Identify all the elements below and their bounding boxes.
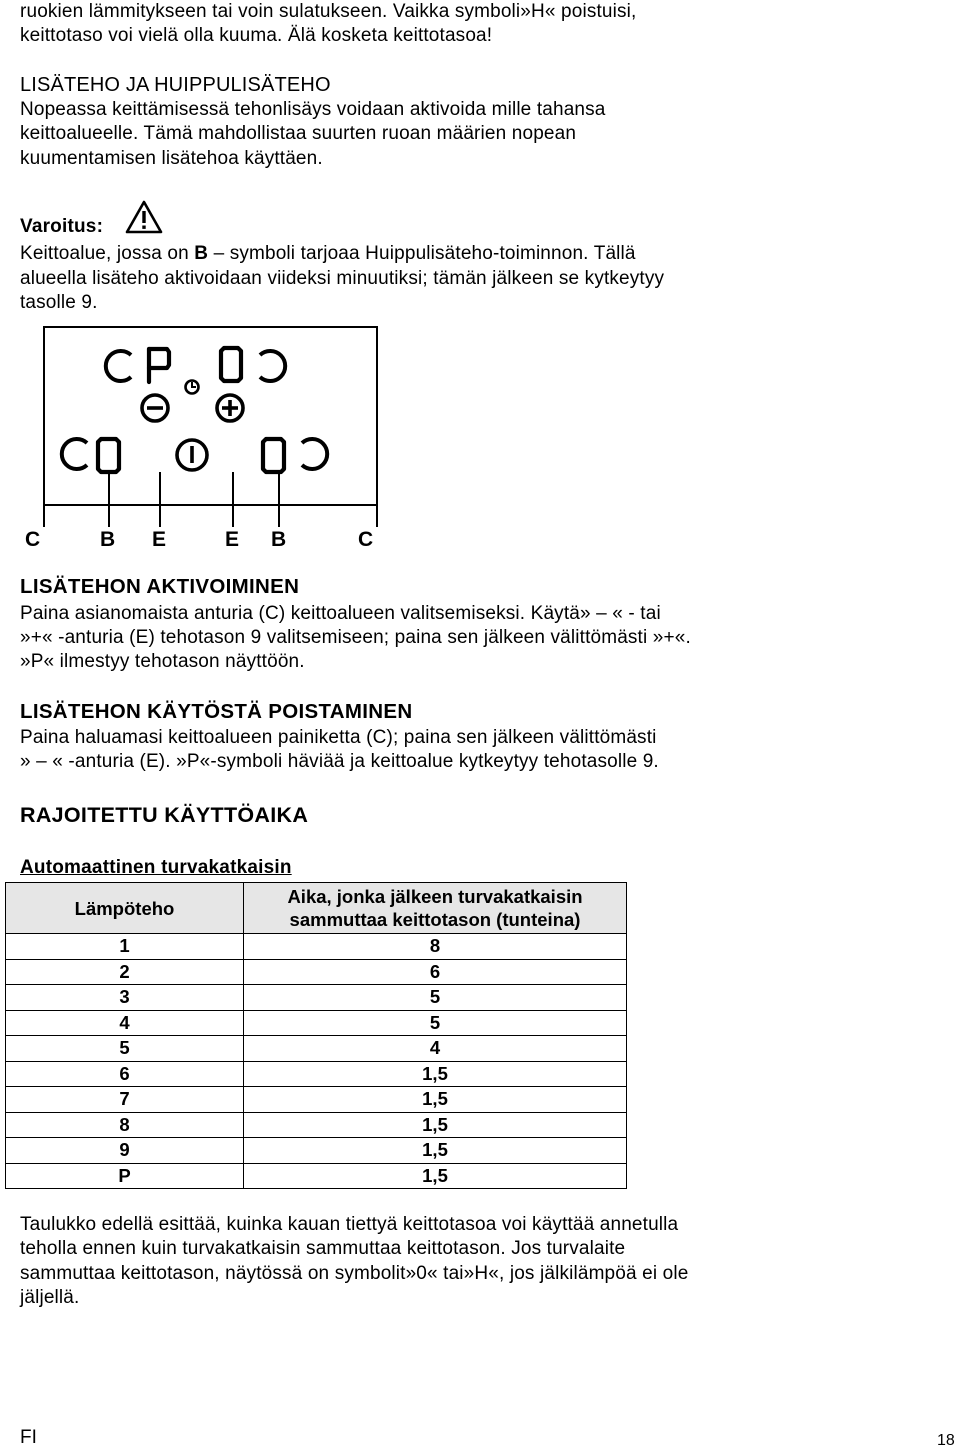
table-cell-hours: 8: [244, 934, 627, 960]
activate-line-1: Paina asianomaista anturia (C) keittoalueen valitsemiseksi. Käytä» – « - tai: [20, 603, 661, 624]
table-cell-hours: 1,5: [244, 1061, 627, 1087]
table-cell-hours: 6: [244, 959, 627, 985]
table-row: [6, 959, 627, 985]
display-bottom-left: [98, 439, 119, 472]
table-cell-level: 3: [6, 985, 244, 1011]
warning-label: Varoitus:: [20, 216, 104, 237]
activate-line-2: »+« -anturia (E) tehotason 9 valitsemiseen; paina sen jälkeen välittömästi »+«.: [20, 627, 691, 648]
remove-section-title: LISÄTEHON KÄYTÖSTÄ POISTAMINEN: [20, 700, 413, 723]
closing-line-4: jäljellä.: [20, 1287, 80, 1308]
boost-symbol-b: B: [194, 243, 209, 264]
display-bottom-right: [263, 439, 284, 472]
table-cell-level: 4: [6, 1010, 244, 1036]
warning-line-3: tasolle 9.: [20, 292, 98, 313]
display-top-left: [149, 349, 169, 382]
table-cell-hours: 5: [244, 1010, 627, 1036]
table-cell-hours: 1,5: [244, 1138, 627, 1164]
boost-line-1: Nopeassa keittämisessä tehonlisäys voidaan aktivoida mille tahansa: [20, 99, 606, 120]
table-cell-level: 9: [6, 1138, 244, 1164]
remove-line-1: Paina haluamasi keittoalueen painiketta (C); paina sen jälkeen välittömästi: [20, 727, 657, 748]
zone-ring-icon-bottom-right: [302, 439, 327, 469]
diagram-label-e-left: E: [152, 528, 167, 551]
table-caption: Automaattinen turvakatkaisin: [20, 857, 292, 878]
diagram-label-e-right: E: [225, 528, 240, 551]
plus-icon: [217, 395, 243, 421]
footer-language: FI: [20, 1427, 37, 1448]
table-row: [6, 1138, 627, 1164]
diagram-label-c-right: C: [358, 528, 374, 551]
table-cell-level: 8: [6, 1112, 244, 1138]
minus-icon: [142, 395, 168, 421]
activate-section-title: LISÄTEHON AKTIVOIMINEN: [20, 575, 300, 598]
table-row: [6, 1112, 627, 1138]
table-row: [6, 1036, 627, 1062]
zone-ring-icon-top-left: [106, 351, 131, 381]
table-cell-hours: 4: [244, 1036, 627, 1062]
table-row: [6, 1061, 627, 1087]
table-row: [6, 1010, 627, 1036]
table-cell-hours: 1,5: [244, 1112, 627, 1138]
table-cell-level: 6: [6, 1061, 244, 1087]
table-cell-level: 7: [6, 1087, 244, 1113]
safety-cutoff-table: [5, 882, 627, 1189]
power-icon: [177, 440, 207, 470]
limited-section-title: RAJOITETTU KÄYTTÖAIKA: [20, 803, 309, 827]
activate-line-3: »P« ilmestyy tehotason näyttöön.: [20, 651, 305, 672]
intro-line-2: keittotaso voi vielä olla kuuma. Älä kosketa keittotasoa!: [20, 25, 493, 46]
warning-triangle-icon: [125, 199, 163, 235]
boost-line-3: kuumentamisen lisätehoa käyttäen.: [20, 148, 323, 169]
timer-icon: [186, 381, 199, 394]
table-cell-level: P: [6, 1163, 244, 1189]
intro-line-1: ruokien lämmitykseen tai voin sulatukseen. Vaikka symboli»H« poistuisi,: [20, 1, 637, 22]
table-row: [6, 934, 627, 960]
table-cell-level: 5: [6, 1036, 244, 1062]
header-cutoff-time: Aika, jonka jälkeen turvakatkaisin sammuttaa keittotason (tunteina): [244, 883, 627, 934]
table-cell-hours: 1,5: [244, 1087, 627, 1113]
boost-section-title: LISÄTEHO JA HUIPPULISÄTEHO: [20, 74, 331, 96]
remove-line-2: » – « -anturia (E). »P«-symboli häviää ja keittoalue kytkeytyy tehotasolle 9.: [20, 751, 659, 772]
table-row: [6, 1087, 627, 1113]
diagram-label-b-left: B: [100, 528, 116, 551]
header-power-level: Lämpöteho: [6, 883, 244, 934]
diagram-label-c-left: C: [25, 528, 41, 551]
closing-line-2: teholla ennen kuin turvakatkaisin sammuttaa keittotason. Jos turvalaite: [20, 1238, 626, 1259]
table-cell-level: 2: [6, 959, 244, 985]
zone-ring-icon-top-right: [260, 351, 285, 381]
boost-line-2: keittoalueelle. Tämä mahdollistaa suurten ruoan määrien nopean: [20, 123, 577, 144]
closing-line-1: Taulukko edellä esittää, kuinka kauan tiettyä keittotasoa voi käyttää annetulla: [20, 1214, 679, 1235]
table-cell-hours: 1,5: [244, 1163, 627, 1189]
leader-lines: [44, 472, 377, 527]
table-cell-level: 1: [6, 934, 244, 960]
table-cell-hours: 5: [244, 985, 627, 1011]
table-header-row: [6, 883, 627, 934]
warning-line-1: Keittoalue, jossa on B – symboli tarjoaa Huippulisäteho-toiminnon. Tällä: [20, 243, 636, 264]
diagram-label-b-right: B: [271, 528, 287, 551]
zone-ring-icon-bottom-left: [62, 439, 87, 469]
closing-line-3: sammuttaa keittotason, näytössä on symbolit»0« tai»H«, jos jälkilämpöä ei ole: [20, 1263, 689, 1284]
control-panel-diagram: [28, 322, 388, 527]
warning-line-2: alueella lisäteho aktivoidaan viideksi minuutiksi; tämän jälkeen se kytkeytyy: [20, 268, 665, 289]
page-number: 18: [937, 1432, 955, 1449]
table-row: [6, 985, 627, 1011]
table-row: [6, 1163, 627, 1189]
display-top-right: [221, 348, 241, 381]
